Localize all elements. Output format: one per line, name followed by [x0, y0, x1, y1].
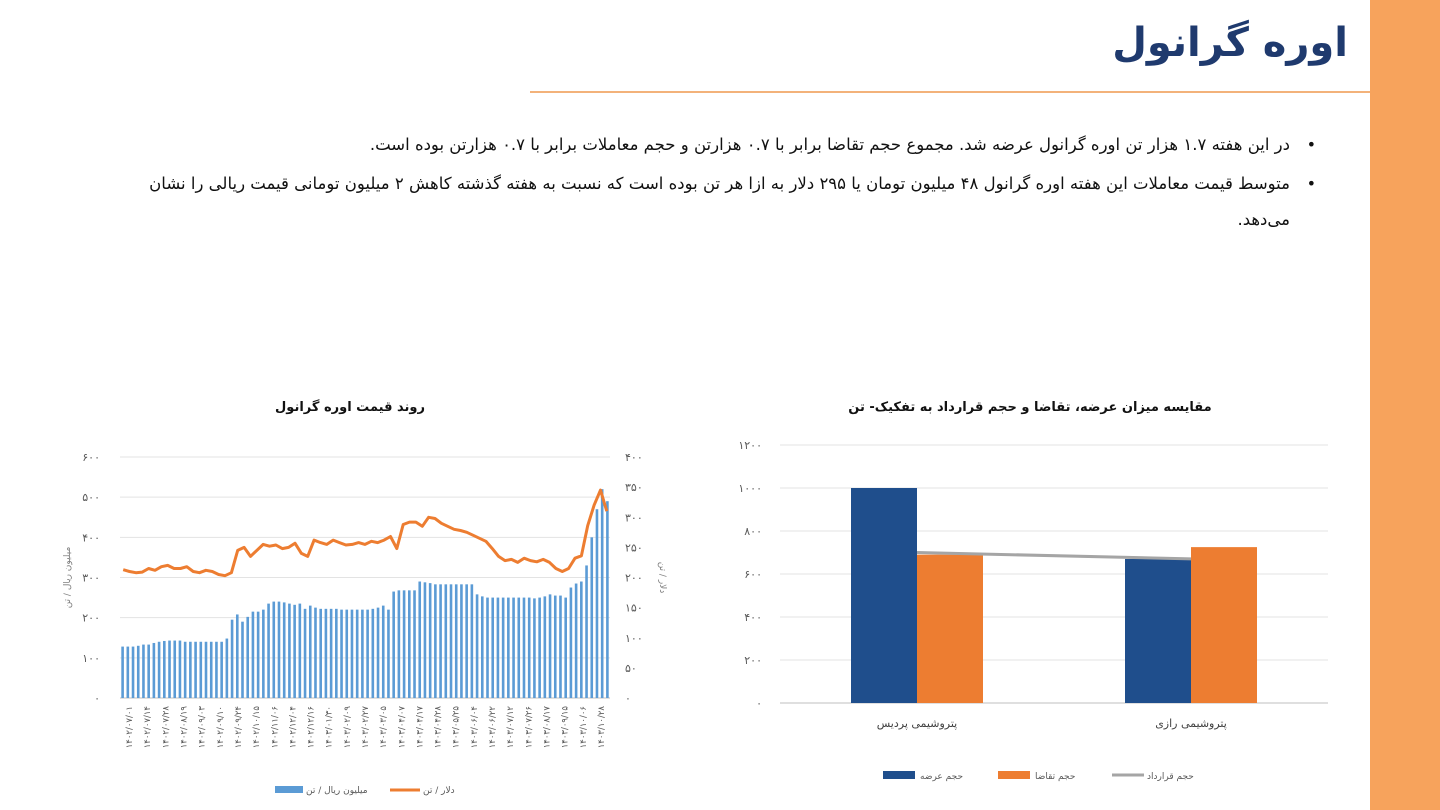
- legend-label-rial: میلیون ریال / تن: [306, 786, 368, 796]
- price-bar: [585, 565, 588, 698]
- price-bar: [319, 609, 322, 698]
- x-tick-label: ۱۴۰۳/۰۲/۲۷: [361, 706, 371, 749]
- x-tick-label: ۱۴۰۳/۰۳/۰۵: [379, 706, 390, 749]
- price-bar: [132, 647, 135, 698]
- price-bar: [481, 596, 484, 698]
- y-tick: ۲۰۰: [744, 654, 762, 667]
- x-tick-label: ۱۴۰۲/۰۸/۱۹: [179, 706, 190, 749]
- price-bar: [424, 582, 427, 698]
- price-bar: [231, 620, 234, 698]
- price-bar: [220, 642, 223, 698]
- price-bar: [210, 642, 213, 698]
- comparison-chart-title: مقایسه میزان عرضه، تقاضا و حجم قرارداد به تفکیک- تن: [848, 400, 1212, 415]
- y-tick-right: ۲۵۰: [625, 541, 643, 555]
- price-bar: [137, 646, 140, 698]
- x-tick-label: ۱۴۰۲/۰۷/۱۴: [143, 706, 154, 749]
- price-bar: [179, 641, 182, 698]
- price-bar: [460, 584, 463, 698]
- price-bar: [142, 645, 145, 698]
- demand-bar: [1191, 547, 1257, 703]
- y-tick-left: ۵۰۰: [82, 491, 100, 505]
- x-tick-label: ۱۴۰۳/۱۰/۰۶: [578, 706, 589, 749]
- price-bar: [173, 641, 176, 698]
- price-bar: [382, 606, 385, 698]
- price-bar: [517, 598, 520, 698]
- legend-label-supply: حجم عرضه: [920, 772, 964, 782]
- y-tick-right: ۳۰۰: [625, 511, 643, 525]
- bullet-item-supply: • در این هفته ۱.۷ هزار تن اوره گرانول عرضه شد. مجموع حجم تقاضا برابر با ۰.۷ هزارتن و حجم معاملات برابر با ۰.۷ هزارتن بوده است.: [142, 127, 1322, 163]
- legend-swatch-supply: [883, 771, 915, 779]
- y-tick: ۸۰۰: [744, 525, 762, 538]
- price-bar: [575, 584, 578, 698]
- legend-label-demand: حجم تقاضا: [1035, 772, 1076, 782]
- price-bar: [330, 609, 333, 698]
- x-tick-label: ۱۴۰۳/۰۴/۲۸: [433, 706, 444, 749]
- x-tick-label: ۱۴۰۳/۰۸/۱۷: [542, 706, 553, 749]
- price-bar: [372, 609, 375, 698]
- price-bar: [189, 642, 192, 698]
- price-bar: [491, 598, 494, 698]
- x-tick-label: ۱۴۰۳/۰۶/۰۴: [469, 706, 480, 749]
- price-bar: [528, 598, 531, 698]
- x-tick-label: ۱۴۰۲/۱۱/۰۶: [270, 706, 281, 749]
- legend-label-contract: حجم قرارداد: [1147, 772, 1194, 782]
- price-bar: [434, 584, 437, 698]
- y-tick: ۶۰۰: [744, 568, 762, 581]
- y-tick-right: ۱۵۰: [625, 601, 643, 615]
- price-bar: [293, 605, 296, 698]
- x-tick-label: ۱۴۰۲/۰۷/۲۸: [161, 706, 172, 749]
- price-bar: [147, 645, 150, 698]
- price-bar: [283, 602, 286, 698]
- price-bar: [570, 588, 573, 698]
- price-bar: [325, 609, 328, 698]
- x-tick-label: ۱۴۰۳/۰۷/۱۲: [506, 706, 517, 749]
- price-bar: [455, 584, 458, 698]
- price-bar: [205, 642, 208, 698]
- price-bar: [340, 610, 343, 698]
- x-tick-label: ۱۴۰۲/۱۰/۱۵: [252, 706, 263, 749]
- price-bar: [121, 647, 124, 698]
- category-label: پتروشیمی رازی: [1155, 717, 1227, 730]
- y-tick-left: ۰: [94, 692, 100, 705]
- price-bar: [429, 583, 432, 698]
- bullet-item-price: • متوسط قیمت معاملات این هفته اوره گرانول ۴۸ میلیون تومان یا ۲۹۵ دلار به ازا هر تن بوده است که نسبت به هفته گذشته کاهش ۲ میلیون تومانی قیمت ریالی را نشان می‌دهد.: [142, 166, 1322, 238]
- price-bar: [194, 642, 197, 698]
- y-tick-left: ۳۰۰: [82, 571, 100, 585]
- price-bar: [601, 489, 604, 698]
- y-tick: ۱۰۰۰: [738, 482, 762, 495]
- price-bar: [538, 598, 541, 698]
- price-bar: [335, 609, 338, 698]
- price-bar: [163, 641, 166, 698]
- x-tick-label: ۱۴۰۳/۰۷/۲۶: [524, 706, 535, 749]
- price-bar: [366, 610, 369, 698]
- price-bar: [127, 647, 130, 698]
- x-tick-label: ۱۴۰۲/۰۹/۰۳: [197, 706, 208, 749]
- y-tick-left: ۶۰۰: [82, 451, 100, 464]
- price-bar: [262, 610, 265, 698]
- price-bar: [596, 509, 599, 698]
- x-tick-label: ۱۴۰۲/۱۲/۱۶: [306, 706, 317, 749]
- price-bar: [199, 642, 202, 698]
- price-bar: [158, 642, 161, 698]
- page-title: اوره گرانول: [1112, 20, 1348, 66]
- y-tick-right: ۱۰۰: [625, 631, 643, 645]
- price-bar: [314, 608, 317, 698]
- x-tick-label: ۱۴۰۳/۰۶/۲۲: [488, 706, 498, 749]
- legend-swatch-rial: [275, 786, 303, 793]
- price-bar: [278, 602, 281, 698]
- price-bar: [497, 598, 500, 698]
- price-bar: [377, 608, 380, 698]
- price-bar: [168, 641, 171, 698]
- price-bar: [439, 584, 442, 698]
- price-bar: [544, 596, 547, 698]
- y-tick: ۴۰۰: [744, 611, 762, 624]
- legend-label-dollar: دلار / تن: [423, 786, 455, 796]
- price-bar: [418, 582, 421, 698]
- y-tick: ۱۲۰۰: [738, 439, 762, 452]
- y-tick-right: ۳۵۰: [625, 481, 643, 495]
- y-tick-right: ۵۰: [625, 661, 637, 675]
- price-bar: [288, 604, 291, 698]
- dollar-price-line: [123, 490, 607, 576]
- x-tick-label: ۱۴۰۳/۰۵/۲۵: [451, 706, 462, 749]
- y-tick-right: ۴۰۰: [625, 451, 643, 464]
- price-bar: [549, 594, 552, 698]
- price-bar: [392, 592, 395, 698]
- price-bar: [241, 622, 244, 698]
- price-bar: [502, 598, 505, 698]
- price-bar: [345, 610, 348, 698]
- y-tick-left: ۱۰۰: [82, 651, 100, 665]
- x-tick-label: ۱۴۰۲/۱۲/۰۴: [288, 706, 299, 749]
- y-tick-left: ۲۰۰: [82, 611, 100, 625]
- price-bar: [246, 617, 249, 698]
- y-axis-label-left: میلیون ریال / تن: [63, 546, 73, 609]
- price-bar: [236, 614, 239, 698]
- price-bar: [304, 609, 307, 698]
- price-bar: [309, 606, 312, 698]
- title-underline: [530, 91, 1370, 93]
- x-tick-label: ۱۴۰۲/۰۹/۲۴: [234, 706, 244, 749]
- legend-swatch-demand: [998, 771, 1030, 779]
- price-bar: [299, 604, 302, 698]
- x-tick-label: ۱۴۰۳/۰۴/۱۷: [415, 706, 426, 749]
- price-bar: [387, 610, 390, 698]
- price-bar: [606, 501, 609, 698]
- price-bar: [580, 582, 583, 698]
- price-bar: [215, 642, 218, 698]
- price-bar: [398, 590, 401, 698]
- x-tick-label: ۱۴۰۳/۰۱/۳۰: [324, 706, 335, 749]
- price-bar: [554, 596, 557, 698]
- price-bar: [267, 604, 270, 698]
- x-tick-label: ۱۴۰۳/۰۲/۰۹: [342, 706, 353, 749]
- price-bar: [507, 598, 510, 698]
- price-bar: [450, 584, 453, 698]
- price-bar: [533, 598, 536, 698]
- supply-demand-chart: [700, 380, 1400, 810]
- price-chart-title: روند قیمت اوره گرانول: [275, 400, 425, 415]
- price-bar: [252, 612, 255, 698]
- price-bar: [361, 610, 364, 698]
- x-tick-label: ۱۴۰۲/۰۷/۰۱: [125, 706, 136, 749]
- y-tick-left: ۴۰۰: [82, 531, 100, 545]
- supply-bar: [851, 488, 917, 703]
- price-bar: [444, 584, 447, 698]
- price-bar: [512, 598, 515, 698]
- price-bar: [465, 584, 468, 698]
- price-bar: [523, 598, 526, 698]
- price-bar: [184, 642, 187, 698]
- price-bar: [408, 590, 411, 698]
- x-tick-label: ۱۴۰۳/۰۴/۰۷: [397, 706, 408, 749]
- price-bar: [272, 602, 275, 698]
- y-tick-right: ۰: [625, 692, 631, 705]
- bullet-list: [142, 127, 1322, 241]
- y-tick: ۰: [756, 697, 762, 710]
- x-tick-label: ۱۴۰۲/۰۹/۱۰: [215, 706, 226, 749]
- price-bar: [153, 643, 156, 698]
- category-label: پتروشیمی پردیس: [876, 717, 958, 730]
- price-trend-chart: [0, 380, 700, 810]
- price-bar: [351, 610, 354, 698]
- price-bar: [471, 584, 474, 698]
- price-bar: [476, 594, 479, 698]
- y-axis-label-right: دلار / تن: [657, 561, 667, 594]
- x-tick-label: ۱۴۰۳/۱۰/۲۸: [596, 706, 607, 749]
- price-bar: [564, 598, 567, 698]
- price-bar: [486, 598, 489, 698]
- x-tick-label: ۱۴۰۳/۰۹/۱۵: [560, 706, 571, 749]
- price-bar: [413, 590, 416, 698]
- supply-bar: [1125, 559, 1191, 703]
- price-bar: [257, 612, 260, 698]
- price-bar: [590, 537, 593, 698]
- price-bar: [356, 610, 359, 698]
- price-bar: [226, 639, 229, 698]
- y-tick-right: ۲۰۰: [625, 571, 643, 585]
- price-bar: [403, 590, 406, 698]
- price-bar: [559, 596, 562, 698]
- demand-bar: [917, 555, 983, 703]
